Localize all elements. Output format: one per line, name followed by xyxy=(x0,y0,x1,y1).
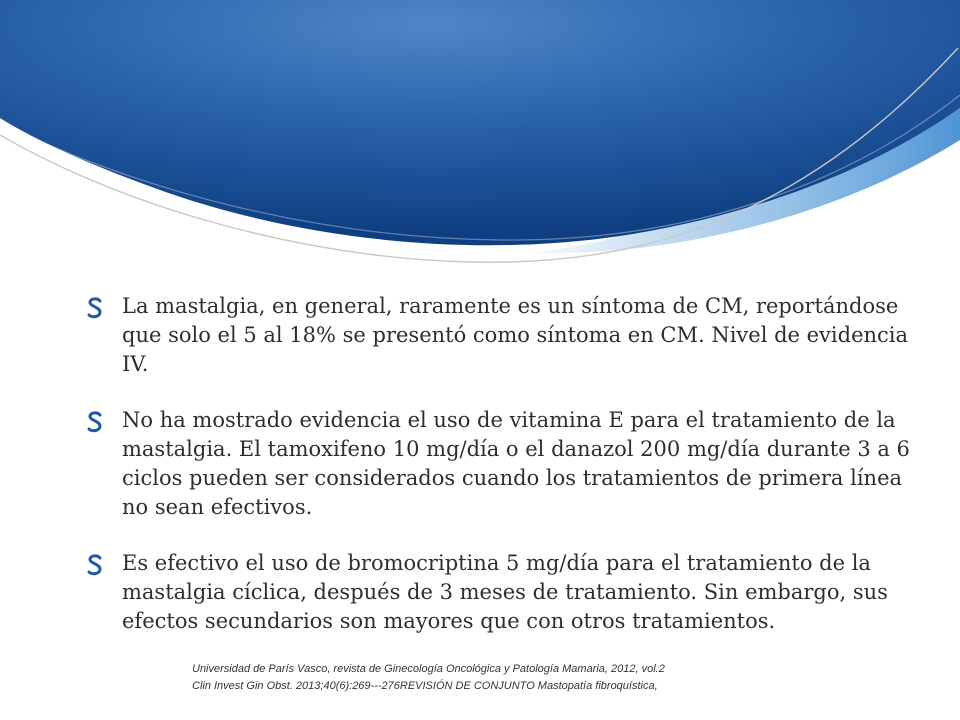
citation-line: Clin Invest Gin Obst. 2013;40(6):269---276REVISIÓN DE CONJUNTO Mastopatía fibroquística, xyxy=(192,680,658,692)
swirl-s-bullet-icon xyxy=(86,554,104,576)
swirl-s-bullet-icon xyxy=(86,297,104,319)
citation-line: Universidad de París Vasco, revista de Ginecología Oncológica y Patología Mamaria, 2012, vol.2 xyxy=(192,663,665,675)
bullet-text: No ha mostrado evidencia el uso de vitamina E para el tratamiento de la mastalgia. El tamoxifeno 10 mg/día o el danazol 200 mg/día durante 3 a 6 ciclos pueden ser considerados cuando los tratamientos de primera línea no sean efectivos. xyxy=(122,408,910,519)
bullet-item xyxy=(86,549,916,636)
bullet-item xyxy=(86,292,916,379)
citation-footnote xyxy=(192,661,892,695)
bullet-list xyxy=(86,292,916,663)
bullet-text: La mastalgia, en general, raramente es un síntoma de CM, reportándose que solo el 5 al 18% se presentó como síntoma en CM. Nivel de evidencia IV. xyxy=(122,294,909,376)
bullet-item xyxy=(86,406,916,522)
header-wave-banner xyxy=(0,0,960,300)
swirl-s-bullet-icon xyxy=(86,411,104,433)
bullet-text: Es efectivo el uso de bromocriptina 5 mg/día para el tratamiento de la mastalgia cíclica, después de 3 meses de tratamiento. Sin embargo, sus efectos secundarios son mayores que con otros tratamientos. xyxy=(122,551,888,633)
